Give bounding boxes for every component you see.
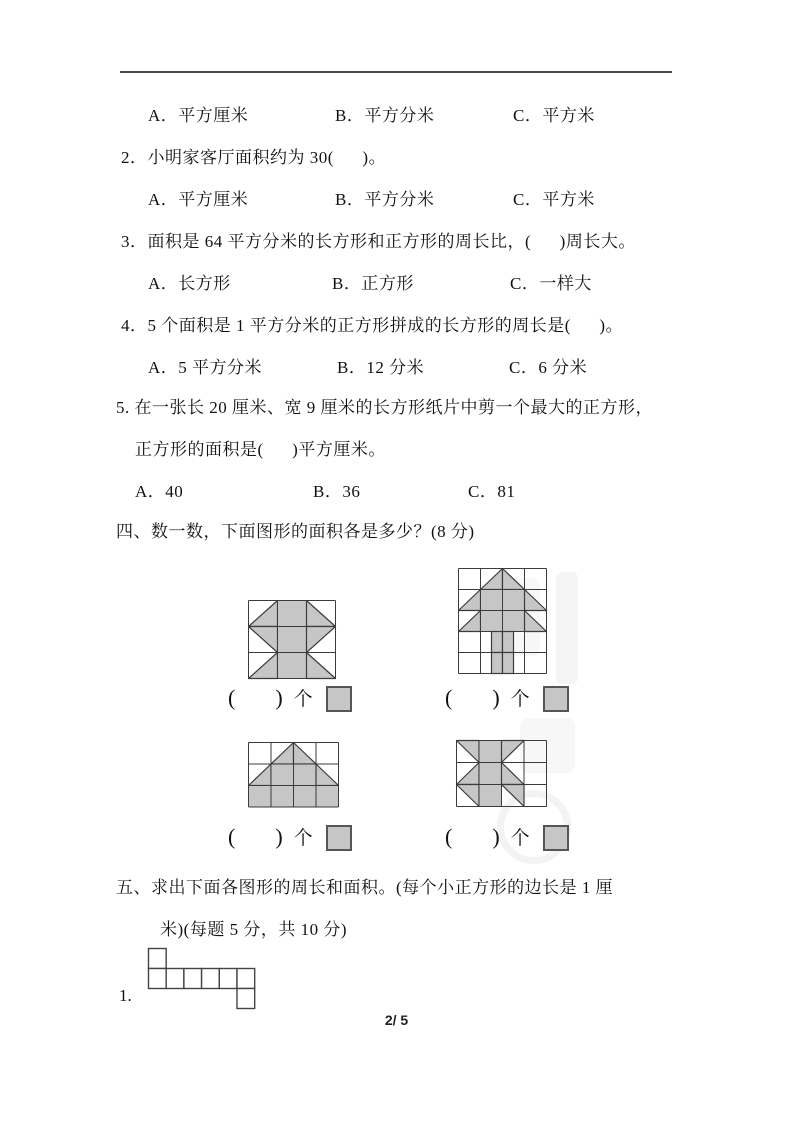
question-5-line1: 5. 在一张长 20 厘米、宽 9 厘米的长方形纸片中剪一个最大的正方形，	[116, 398, 653, 417]
option-b: B．12 分米	[337, 358, 425, 377]
caption-unit: 个	[510, 828, 530, 849]
figure-caption-3	[228, 822, 352, 851]
option-a: A．40	[135, 482, 184, 501]
caption-unit: 个	[510, 689, 530, 710]
top-rule	[120, 71, 672, 73]
figure-caption-4	[445, 822, 569, 851]
count-grid-figure-2-tree	[457, 567, 548, 680]
options-row-q4	[148, 356, 768, 380]
option-b: B．平方分米	[335, 190, 435, 209]
caption-unit: 个	[293, 689, 313, 710]
watermark	[556, 572, 578, 684]
options-row-q2	[148, 188, 768, 212]
options-row-q5	[135, 480, 755, 504]
option-a: A．平方厘米	[148, 106, 249, 125]
question-2: 2．小明家客厅面积约为 30( )。	[121, 148, 387, 167]
count-grid-figure-4	[455, 739, 548, 813]
question-3: 3．面积是 64 平方分米的长方形和正方形的周长比，( )周长大。	[121, 232, 636, 251]
item-1-label: 1.	[119, 986, 132, 1005]
question-5-line2: 正方形的面积是( )平方厘米。	[135, 440, 386, 459]
section-4-heading: 四、数一数，下面图形的面积各是多少？(8 分)	[116, 522, 475, 541]
unit-square-icon	[326, 686, 352, 712]
unit-square-icon	[543, 686, 569, 712]
question-4: 4．5 个面积是 1 平方分米的正方形拼成的长方形的周长是( )。	[121, 316, 624, 335]
option-c: C．81	[468, 482, 516, 501]
page-number: 2/ 5	[384, 1012, 409, 1028]
option-c: C．一样大	[510, 274, 592, 293]
option-c: C．平方米	[513, 106, 595, 125]
option-b: B．36	[313, 482, 361, 501]
option-a: A．5 平方分米	[148, 358, 263, 377]
answer-parens: ( )	[445, 684, 501, 710]
figure-caption-2	[445, 683, 569, 712]
option-c: C．6 分米	[509, 358, 588, 377]
unit-square-icon	[326, 825, 352, 851]
answer-parens: ( )	[445, 823, 501, 849]
caption-unit: 个	[293, 828, 313, 849]
options-row-q3	[148, 272, 768, 296]
polyomino-figure	[147, 947, 256, 1015]
figure-caption-1	[228, 683, 352, 712]
section-5-heading-line1: 五、求出下面各图形的周长和面积。(每个小正方形的边长是 1 厘	[116, 878, 614, 897]
option-b: B．平方分米	[335, 106, 435, 125]
option-a: A．长方形	[148, 274, 231, 293]
option-a: A．平方厘米	[148, 190, 249, 209]
option-c: C．平方米	[513, 190, 595, 209]
count-grid-figure-1	[247, 599, 337, 685]
unit-square-icon	[543, 825, 569, 851]
answer-parens: ( )	[228, 823, 284, 849]
section-5-heading-line2: 米)(每题 5 分，共 10 分)	[160, 920, 347, 939]
count-grid-figure-3-mountain	[247, 741, 340, 814]
answer-parens: ( )	[228, 684, 284, 710]
option-b: B．正方形	[332, 274, 414, 293]
options-row-q1	[148, 104, 768, 128]
